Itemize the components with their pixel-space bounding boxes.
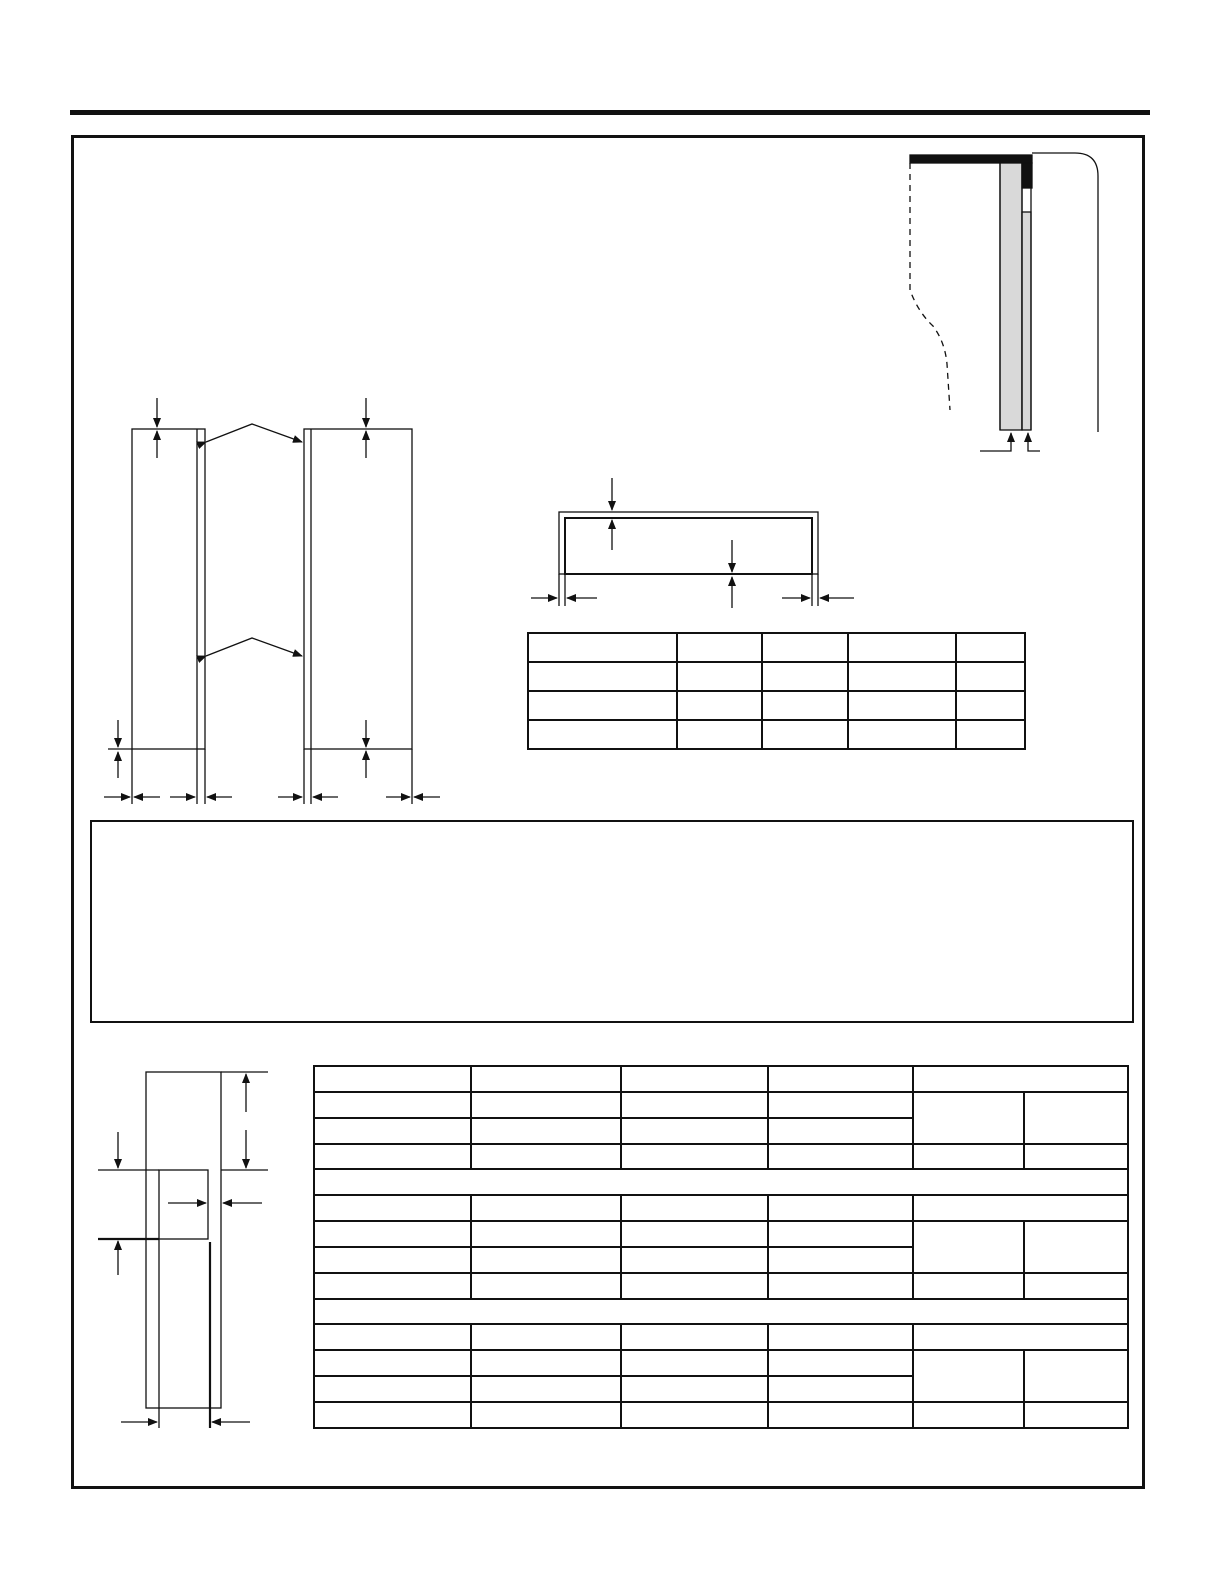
table-row <box>314 1066 1128 1092</box>
table-row <box>314 1350 1128 1376</box>
kick-plate-diagram <box>531 478 854 608</box>
handle-panel-diagram <box>98 1072 268 1428</box>
section-row <box>314 1169 1128 1195</box>
upper-dimension-table <box>527 632 1026 750</box>
table-row <box>314 1092 1128 1118</box>
table-row <box>314 1221 1128 1247</box>
table-row <box>314 1273 1128 1299</box>
lower-dimension-table <box>313 1065 1129 1429</box>
side-panel-diagram <box>104 398 440 804</box>
notice-text <box>92 822 1132 850</box>
section-row <box>314 1299 1128 1325</box>
table-row <box>314 1144 1128 1170</box>
right-panel <box>304 429 412 749</box>
left-panel <box>132 429 205 749</box>
table-row <box>528 691 1025 720</box>
trim-section-diagram <box>910 153 1098 451</box>
table-row <box>528 633 1025 662</box>
table-row <box>314 1402 1128 1428</box>
table-row <box>314 1324 1128 1350</box>
table-row <box>314 1195 1128 1221</box>
notice-box <box>90 820 1134 1023</box>
table-row <box>528 720 1025 749</box>
table-row <box>528 662 1025 691</box>
